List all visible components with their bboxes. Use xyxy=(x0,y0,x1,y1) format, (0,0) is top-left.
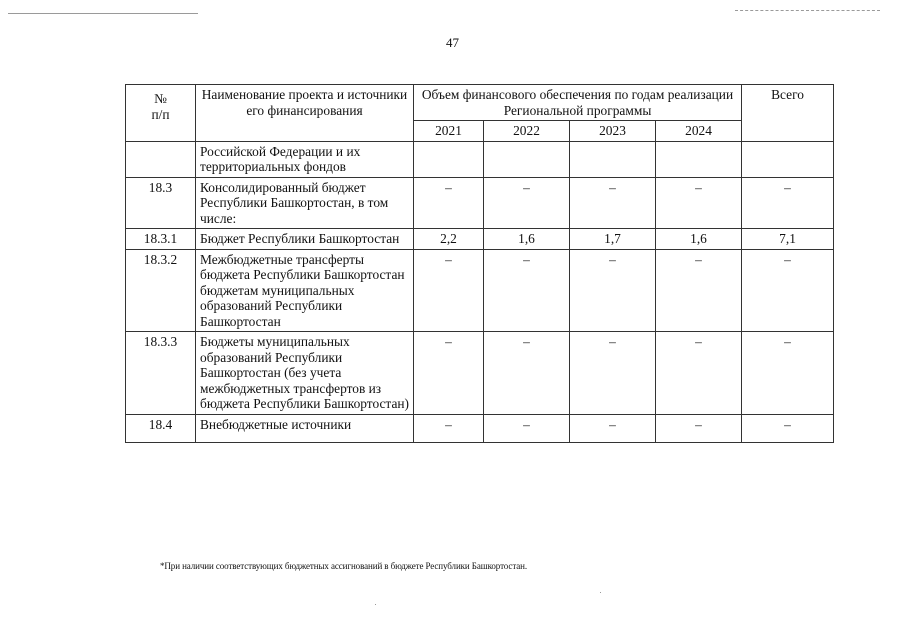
row-num: 18.3.3 xyxy=(126,332,196,415)
row-value-2023: – xyxy=(570,414,656,443)
header-total: Всего xyxy=(742,85,834,142)
table-row xyxy=(126,141,834,177)
row-name: Российской Федерации и их территориальных фондов xyxy=(196,141,414,177)
row-value-2024: – xyxy=(656,414,742,443)
row-name: Бюджет Республики Башкортостан xyxy=(196,229,414,250)
row-total xyxy=(742,141,834,177)
header-year: 2023 xyxy=(570,121,656,142)
scan-artifact-line xyxy=(735,10,880,11)
row-value-2023: – xyxy=(570,177,656,229)
row-num: 18.4 xyxy=(126,414,196,443)
footnote: *При наличии соответствующих бюджетных ассигнований в бюджете Республики Башкортостан. xyxy=(160,561,528,571)
row-value-2022: 1,6 xyxy=(484,229,570,250)
row-value-2023: 1,7 xyxy=(570,229,656,250)
row-value-2023: – xyxy=(570,332,656,415)
table-row xyxy=(126,177,834,229)
table-row xyxy=(126,414,834,443)
scan-artifact-line xyxy=(8,13,198,14)
row-name: Бюджеты муниципальных образований Республики Башкортостан (без учета межбюджетных трансфертов из бюджета Республики Башкортостан) xyxy=(196,332,414,415)
row-value-2024: – xyxy=(656,249,742,332)
header-year: 2021 xyxy=(414,121,484,142)
header-year: 2022 xyxy=(484,121,570,142)
header-row xyxy=(126,85,834,121)
row-value-2022: – xyxy=(484,332,570,415)
row-num: 18.3.2 xyxy=(126,249,196,332)
row-value-2022 xyxy=(484,141,570,177)
row-value-2021: 2,2 xyxy=(414,229,484,250)
row-value-2021: – xyxy=(414,177,484,229)
row-num xyxy=(126,141,196,177)
row-total: – xyxy=(742,332,834,415)
row-value-2022: – xyxy=(484,177,570,229)
row-value-2024: 1,6 xyxy=(656,229,742,250)
table-row xyxy=(126,332,834,415)
page-number: 47 xyxy=(446,35,459,50)
row-name: Внебюджетные источники xyxy=(196,414,414,443)
header-name: Наименование проекта и источники его финансирования xyxy=(196,85,414,142)
row-num: 18.3 xyxy=(126,177,196,229)
table-row xyxy=(126,249,834,332)
row-total: – xyxy=(742,414,834,443)
row-value-2023: – xyxy=(570,249,656,332)
row-value-2021: – xyxy=(414,414,484,443)
row-total: – xyxy=(742,177,834,229)
row-name: Консолидированный бюджет Республики Башкортостан, в том числе: xyxy=(196,177,414,229)
row-value-2021 xyxy=(414,141,484,177)
header-num: № п/п xyxy=(126,85,196,142)
row-value-2021: – xyxy=(414,332,484,415)
row-value-2024 xyxy=(656,141,742,177)
row-value-2023 xyxy=(570,141,656,177)
row-value-2024: – xyxy=(656,177,742,229)
scan-speck xyxy=(600,592,601,593)
funding-table xyxy=(125,84,834,443)
row-value-2022: – xyxy=(484,414,570,443)
row-value-2022: – xyxy=(484,249,570,332)
scan-speck xyxy=(375,604,376,605)
row-name: Межбюджетные трансферты бюджета Республики Башкортостан бюджетам муниципальных образований Республики Башкортостан xyxy=(196,249,414,332)
header-year: 2024 xyxy=(656,121,742,142)
row-num: 18.3.1 xyxy=(126,229,196,250)
table-row xyxy=(126,229,834,250)
row-value-2021: – xyxy=(414,249,484,332)
row-total: 7,1 xyxy=(742,229,834,250)
row-total: – xyxy=(742,249,834,332)
header-funding: Объем финансового обеспечения по годам реализации Региональной программы xyxy=(414,85,742,121)
row-value-2024: – xyxy=(656,332,742,415)
